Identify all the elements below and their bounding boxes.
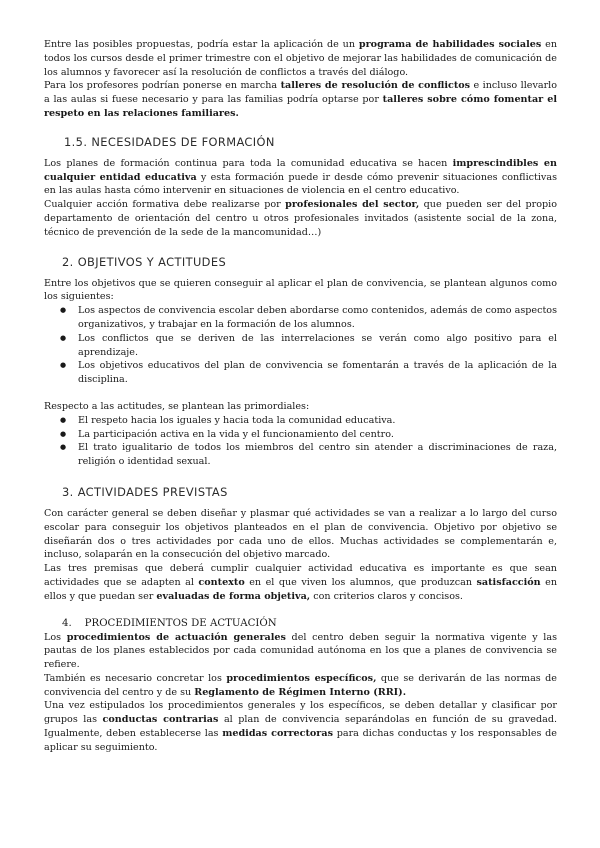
list-item: ● Los conflictos que se deriven de las interrelaciones se verán como algo positivo para el aprendizaje. [44,332,557,360]
list-item: ● Los aspectos de convivencia escolar deben abordarse como contenidos, además de como aspectos organizativos, y trabajar en la formación de los alumnos. [44,304,557,332]
list-item: ● El trato igualitario de todos los miembros del centro sin atender a discriminaciones de raza, religión o identidad sexual. [44,441,557,469]
heading-necesidades-formacion: 1.5. NECESIDADES DE FORMACIÓN [64,134,275,149]
actividades-paragraph-1: Con carácter general se deben diseñar y plasmar qué actividades se van a realizar a lo largo del curso escolar para conseguir los objetivos planteados en el plan de convivencia. Objetivo por objetivo se diseñarán dos o tres actividades por cada uno de ellos. Muchas actividades se complementarán e, incluso, solaparán en la consecución del objetivo marcado. [44,507,557,561]
heading-actividades-previstas: 3. ACTIVIDADES PREVISTAS [62,484,228,499]
list-item: ● La participación activa en la vida y el funcionamiento del centro. [44,428,557,442]
list-item: ● El respeto hacia los iguales y hacia toda la comunidad educativa. [44,414,557,428]
intro-paragraph-2: Para los profesores podrían ponerse en marcha talleres de resolución de conflictos e incluso llevarlo a las aulas si fuese necesario y para las familias podría optarse por talleres sobre cómo fomentar el respeto en las relaciones familiares. [44,80,558,119]
formacion-paragraph-2: Cualquier acción formativa debe realizarse por profesionales del sector, que pueden ser del propio departamento de orientación del centro u otros profesionales invitados (asistente social de la zona, técnico de prevención de la sede de la mancomunidad…) [44,199,557,238]
objetivos-intro: Entre los objetivos que se quieren conseguir al aplicar el plan de convivencia, se plantean algunos como los siguientes: [44,277,557,303]
actividades-paragraph-2: Las tres premisas que deberá cumplir cualquier actividad educativa es importante es que sean actividades que se adapten al contexto en el que viven los alumnos, que produzcan satisfacción en ellos y que puedan ser evaluadas de forma objetiva, con criterios claros y concisos. [44,563,557,602]
list-item: ● Los objetivos educativos del plan de convivencia se fomentarán a través de la aplicación de la disciplina. [44,359,557,387]
actitudes-intro: Respecto a las actitudes, se plantean las primordiales: [44,400,310,412]
attitudes-list [44,414,557,469]
formacion-paragraph-1: Los planes de formación continua para toda la comunidad educativa se hacen imprescindibles en cualquier entidad educativa y esta formación puede ir desde cómo prevenir situaciones conflictivas en las aulas hasta cómo intervenir en situaciones de violencia en el centro educativo. [44,157,557,197]
procedimientos-paragraph-2: También es necesario concretar los procedimientos específicos, que se derivarán de las normas de convivencia del centro y de su Reglamento de Régimen Interno (RRI). [44,672,557,698]
procedimientos-paragraph-1: Los procedimientos de actuación generales del centro deben seguir la normativa vigente y las pautas de los planes establecidos por cada comunidad autónoma en los que a planes de convivencia se refiere. [44,631,558,671]
procedimientos-paragraph-3: Una vez estipulados los procedimientos generales y los específicos, se deben detallar y clasificar por grupos las conductas contrarias al plan de convivencia separándolas en función de su gravedad. Igualmente, deben establecerse las medidas correctoras para dichas conductas y los responsables de aplicar su seguimiento. [44,700,558,753]
heading-procedimientos-actuacion: 4. PROCEDIMIENTOS DE ACTUACIÓN [62,617,277,629]
objectives-list [44,304,557,387]
heading-objetivos-actitudes: 2. OBJETIVOS Y ACTITUDES [62,254,227,269]
document-page [44,38,557,755]
intro-paragraph-1: Entre las posibles propuestas, podría estar la aplicación de un programa de habilidades sociales en todos los cursos desde el primer trimestre con el objetivo de mejorar las habilidades de comunicación de los alumnos y favorecer así la resolución de conflictos a través del diálogo. [44,39,558,78]
